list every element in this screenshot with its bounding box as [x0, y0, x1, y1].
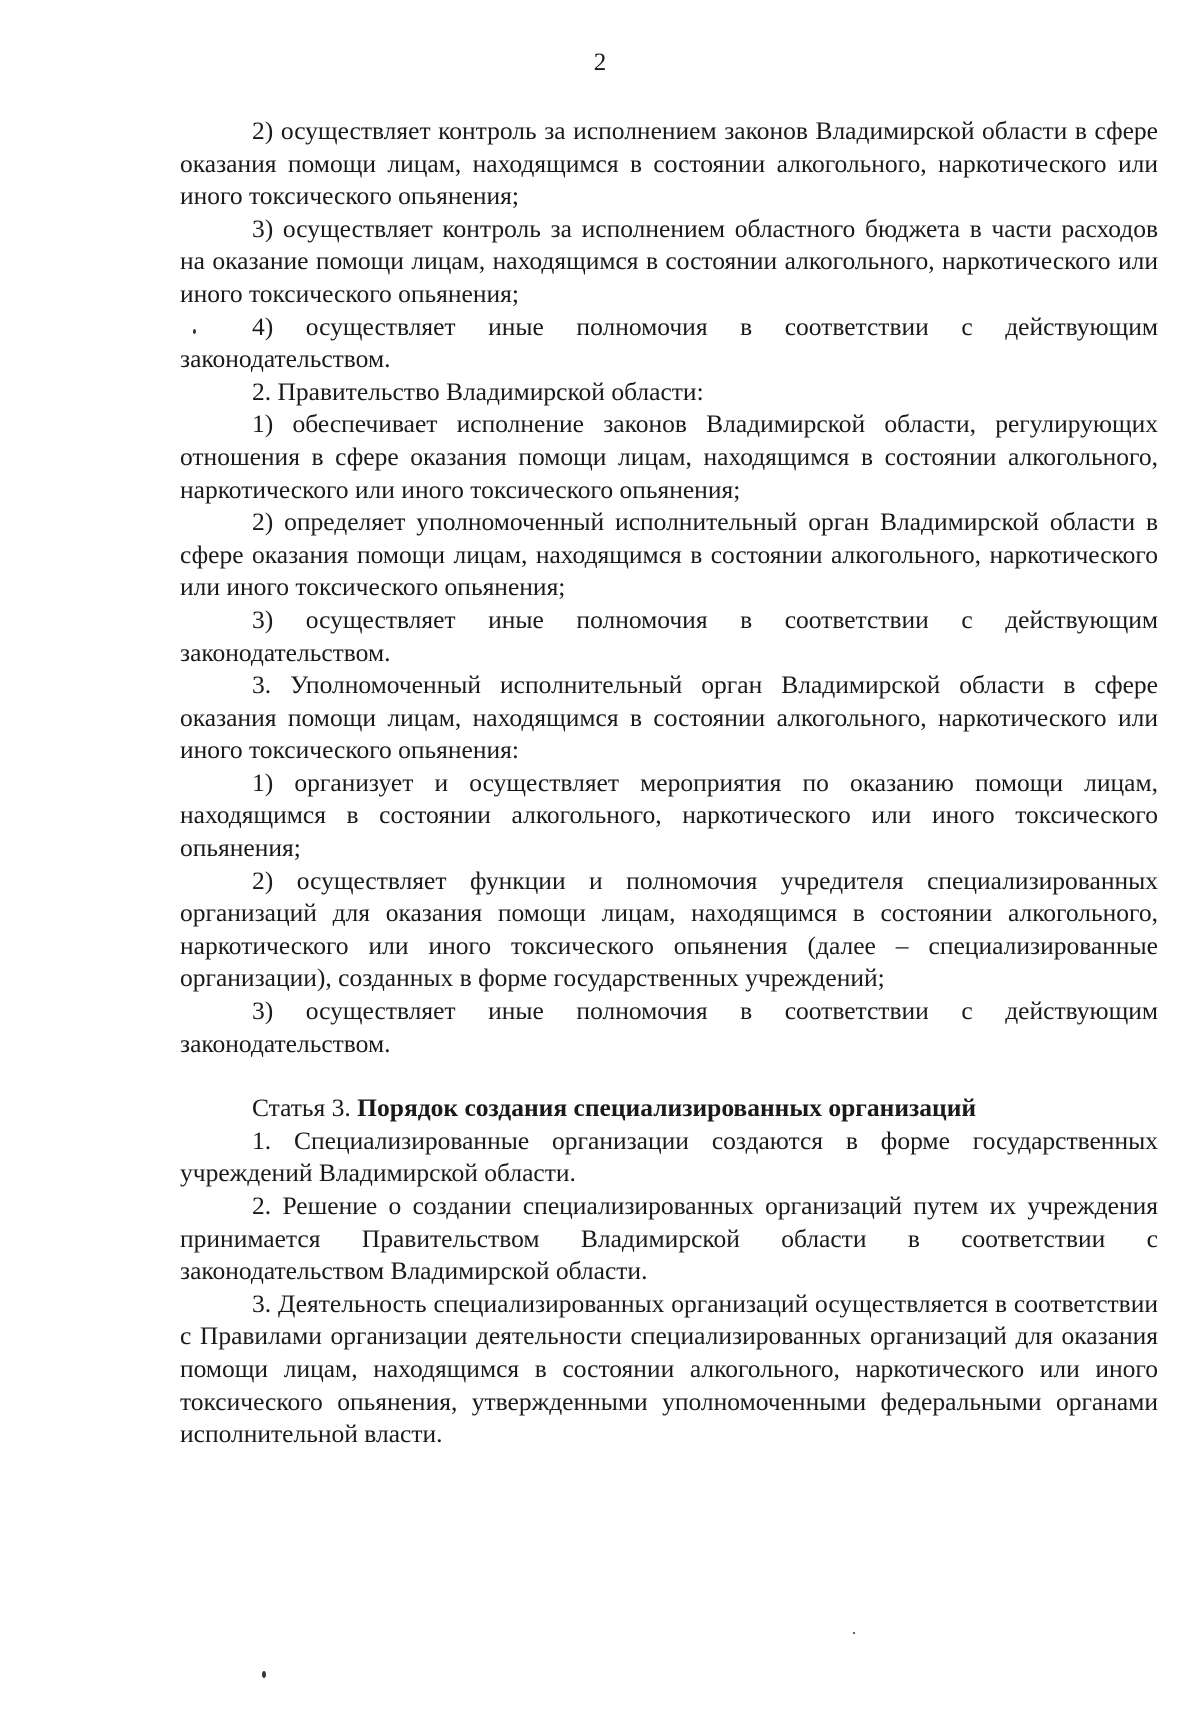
paragraph: 3. Уполномоченный исполнительный орган Владимирской области в сфере оказания помощи лицам, находящимся в состоянии алкогольного, наркотического или иного токсического опьянения:	[180, 670, 1158, 765]
paragraph: 3) осуществляет контроль за исполнением областного бюджета в части расходов на оказание помощи лицам, находящимся в состоянии алкогольного, наркотического или иного токсического опьянения;	[180, 213, 1158, 308]
article-prefix: Статья 3.	[252, 1093, 358, 1123]
scan-speck	[853, 1632, 855, 1634]
scan-speck	[262, 1671, 266, 1678]
paragraph: 2) осуществляет функции и полномочия учредителя специализированных организаций для оказания помощи лицам, находящимся в состоянии алкогольного, наркотического или иного токсического опьянения (далее – специализированные организации), созданных в форме государственных учреждений;	[180, 865, 1158, 993]
paragraph: 2. Правительство Владимирской области:	[252, 376, 704, 406]
document-body	[180, 115, 1158, 1451]
paragraph: 2) определяет уполномоченный исполнительный орган Владимирской области в сфере оказания помощи лицам, находящимся в состоянии алкогольного, наркотического или иного токсического опьянения;	[180, 507, 1158, 602]
article-title: Порядок создания специализированных организаций	[357, 1093, 977, 1123]
paragraph: 3. Деятельность специализированных организаций осуществляется в соответствии с Правилами организации деятельности специализированных организаций для оказания помощи лицам, находящимся в состоянии алкогольного, наркотического или иного токсического опьянения, утвержденными уполномоченными федеральными органами исполнительной власти.	[180, 1288, 1158, 1449]
paragraph: 3) осуществляет иные полномочия в соответствии с действующим законодательством.	[180, 996, 1158, 1058]
paragraph: 1) обеспечивает исполнение законов Владимирской области, регулирующих отношения в сфере оказания помощи лицам, находящимся в состоянии алкогольного, наркотического или иного токсического опьянения;	[180, 409, 1158, 504]
scan-speck	[193, 329, 196, 334]
paragraph: 3) осуществляет иные полномочия в соответствии с действующим законодательством.	[180, 604, 1158, 667]
paragraph: 2) осуществляет контроль за исполнением законов Владимирской области в сфере оказания помощи лицам, находящимся в состоянии алкогольного, наркотического или иного токсического опьянения;	[180, 116, 1158, 211]
page-number: 2	[593, 49, 607, 76]
paragraph: 4) осуществляет иные полномочия в соответствии с действующим законодательством.	[180, 311, 1158, 374]
article-heading	[180, 1092, 1158, 1125]
paragraph: 2. Решение о создании специализированных организаций путем их учреждения принимается Правительством Владимирской области в соответствии с законодательством Владимирской области.	[180, 1191, 1158, 1286]
paragraph: 1. Специализированные организации создаются в форме государственных учреждений Владимирской области.	[180, 1125, 1158, 1188]
paragraph: 1) организует и осуществляет мероприятия по оказанию помощи лицам, находящимся в состоянии алкогольного, наркотического или иного токсического опьянения;	[180, 767, 1158, 863]
